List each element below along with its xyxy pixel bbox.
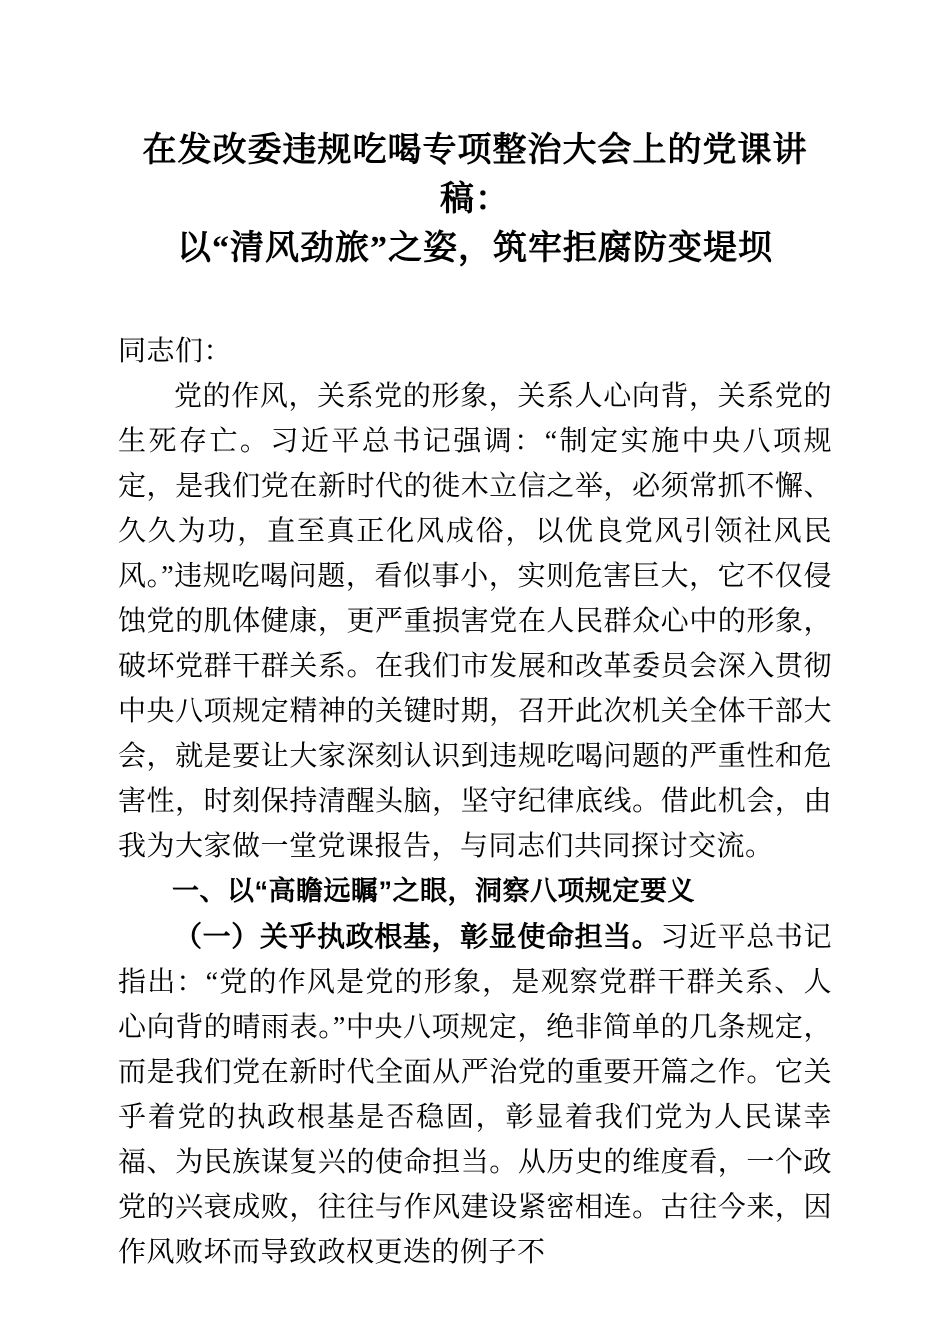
section-heading-1: 一、以“高瞻远瞩”之眼，洞察八项规定要义 [172,876,695,906]
document-title-line2: 以“清风劲旅”之姿，筑牢拒腐防变堤坝 [177,230,773,267]
paragraph-section-1-lead: （一）关乎执政根基，彰显使命担当。 [174,921,661,952]
paragraph-section-1 [118,914,832,1275]
salutation: 同志们： [118,336,233,367]
document-title [118,126,832,273]
paragraph-opening: 党的作风，关系党的形象，关系人心向背，关系党的生死存亡。习近平总书记强调：“制定实施中央八项规定，是我们党在新时代的徙木立信之举，必须常抓不懈、久久为功，直至真正化风成俗，以优良党风引领社风民风。”违规吃喝问题，看似事小，实则危害巨大，它不仅侵蚀党的肌体健康，更严重损害党在人民群众心中的形象，破坏党群干群关系。在我们市发展和改革委员会深入贯彻中央八项规定精神的关键时期，召开此次机关全体干部大会，就是要让大家深刻认识到违规吃喝问题的严重性和危害性，时刻保持清醒头脑，坚守纪律底线。借此机会，由我为大家做一堂党课报告，与同志们共同探讨交流。 [118,381,832,862]
document-title-line1: 在发改委违规吃喝专项整治大会上的党课讲稿： [142,132,808,218]
paragraph-section-1-rest: 习近平总书记指出：“党的作风是党的形象，是观察党群干群关系、人心向背的晴雨表。”中央八项规定，绝非简单的几条规定，而是我们党在新时代全面从严治党的重要开篇之作。它关乎着党的执政根基是否稳固，彰显着我们党为人民谋幸福、为民族谋复兴的使命担当。从历史的维度看，一个政党的兴衰成败，往往与作风建设紧密相连。古往今来，因作风败坏而导致政权更迭的例子不 [118,922,832,1268]
